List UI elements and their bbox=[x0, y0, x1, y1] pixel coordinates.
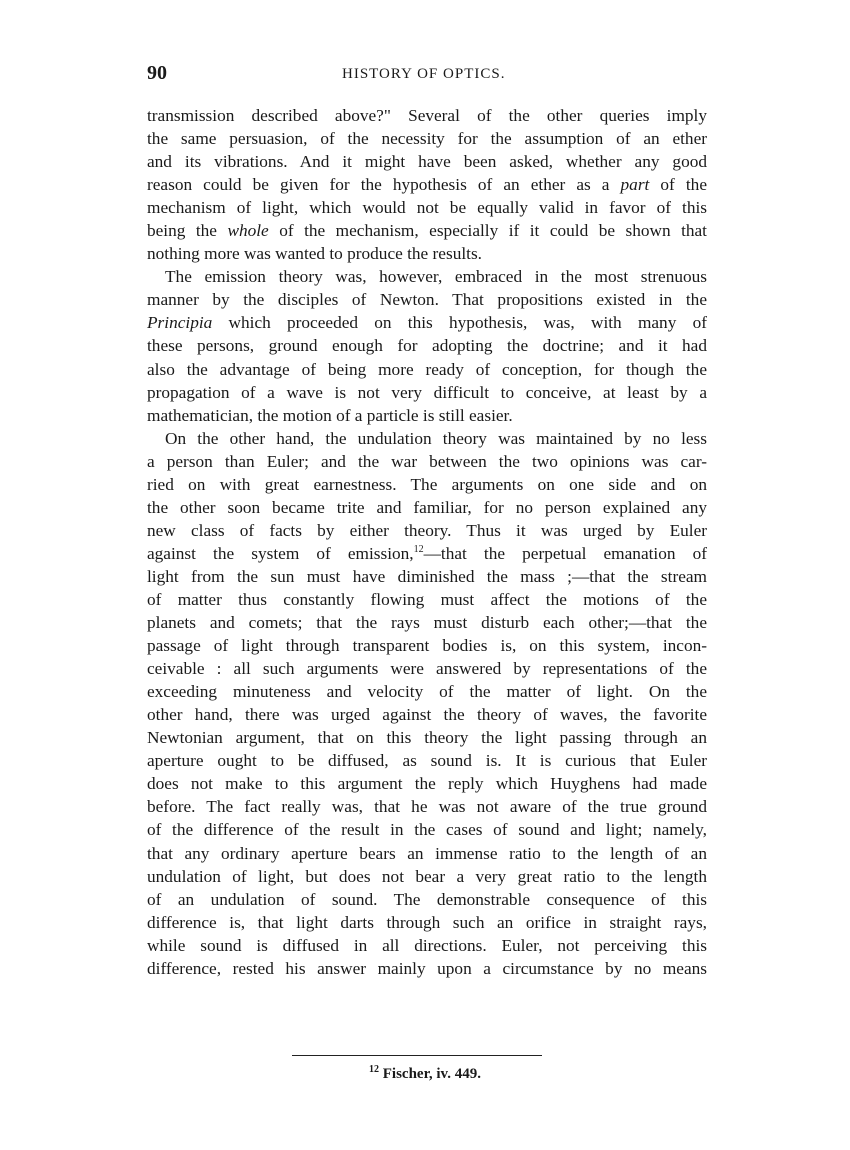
footnote-text: Fischer, iv. 449. bbox=[382, 1066, 481, 1082]
text-line: and its vibrations. And it might have been asked, whether any good bbox=[147, 152, 707, 172]
footnote-divider bbox=[292, 1055, 542, 1056]
text-line: ried on with great earnestness. The arguments on one side and on bbox=[147, 474, 707, 494]
text-line: The emission theory was, however, embraced in the most strenuous bbox=[165, 267, 707, 287]
text-line: passage of light through transparent bodies is, on this system, incon- bbox=[147, 636, 707, 656]
text-line: of the difference of the result in the cases of sound and light; namely, bbox=[147, 820, 707, 840]
text-line: before. The fact really was, that he was not aware of the true ground bbox=[147, 797, 707, 817]
page-header bbox=[147, 62, 707, 88]
text-line: other hand, there was urged against the theory of waves, the favorite bbox=[147, 705, 707, 725]
text-segment: against the system of emission, bbox=[147, 543, 414, 563]
text-line: the same persuasion, of the necessity for the assumption of an ether bbox=[147, 129, 707, 149]
text-line: Newtonian argument, that on this theory the light passing through an bbox=[147, 728, 707, 748]
text-line: undulation of light, but does not bear a very great ratio to the length bbox=[147, 866, 707, 886]
text-line: nothing more was wanted to produce the results. bbox=[147, 244, 482, 264]
text-line: does not make to this argument the reply which Huyghens had made bbox=[147, 774, 707, 794]
footnote-marker: 12 bbox=[369, 1064, 380, 1075]
text-line-whole: being the whole of the mechanism, especially if it could be shown that bbox=[147, 221, 707, 241]
text-line: the other soon became trite and familiar, for no person explained any bbox=[147, 497, 707, 517]
text-line: of matter thus constantly flowing must affect the motions of the bbox=[147, 589, 707, 609]
italic-part: part bbox=[620, 175, 650, 195]
italic-principia: Principia bbox=[147, 313, 213, 333]
text-line: mechanism of light, which would not be equally valid in favor of this bbox=[147, 198, 707, 218]
text-line: new class of facts by either theory. Thus it was urged by Euler bbox=[147, 520, 707, 540]
page-number: 90 bbox=[147, 62, 167, 84]
text-line: manner by the disciples of Newton. That propositions existed in the bbox=[147, 290, 707, 310]
text-line: transmission described above?" Several of the other queries imply bbox=[147, 106, 707, 125]
text-line: difference is, that light darts through such an orifice in straight rays, bbox=[147, 912, 707, 932]
footnote-reference[interactable]: 12 bbox=[413, 544, 424, 556]
text-segment: —that the perpetual emanation of bbox=[423, 543, 707, 563]
running-head: HISTORY OF OPTICS. bbox=[342, 66, 506, 82]
text-line: ceivable : all such arguments were answered by representations of the bbox=[147, 659, 707, 679]
text-line: exceeding minuteness and velocity of the matter of light. On the bbox=[147, 682, 707, 702]
text-line: a person than Euler; and the war between the two opinions was car- bbox=[147, 451, 707, 471]
italic-whole: whole bbox=[227, 221, 269, 241]
text-line: difference, rested his answer mainly upon a circumstance by no means bbox=[147, 958, 707, 978]
text-line: aperture ought to be diffused, as sound is. It is curious that Euler bbox=[147, 751, 707, 771]
footnote bbox=[0, 1066, 850, 1083]
text-line-principia: Principia which proceeded on this hypothesis, was, with many of bbox=[147, 313, 707, 333]
text-line: propagation of a wave is not very difficult to conceive, at least by a bbox=[147, 382, 707, 402]
text-line: mathematician, the motion of a particle is still easier. bbox=[147, 405, 513, 425]
text-line: planets and comets; that the rays must disturb each other;—that the bbox=[147, 613, 707, 633]
text-line: that any ordinary aperture bears an immense ratio to the length of an bbox=[147, 843, 707, 863]
text-line: these persons, ground enough for adopting the doctrine; and it had bbox=[147, 336, 707, 356]
text-line: On the other hand, the undulation theory was maintained by no less bbox=[165, 428, 707, 448]
text-line-part: reason could be given for the hypothesis of an ether as a part of the bbox=[147, 175, 707, 195]
text-line-footnote-ref bbox=[147, 542, 707, 565]
text-line: light from the sun must have diminished the mass ;—that the stream bbox=[147, 566, 707, 586]
text-line: also the advantage of being more ready of conception, for though the bbox=[147, 359, 707, 379]
text-line: of an undulation of sound. The demonstrable consequence of this bbox=[147, 889, 707, 909]
body-text bbox=[147, 104, 707, 980]
text-line: while sound is diffused in all directions. Euler, not perceiving this bbox=[147, 935, 707, 955]
